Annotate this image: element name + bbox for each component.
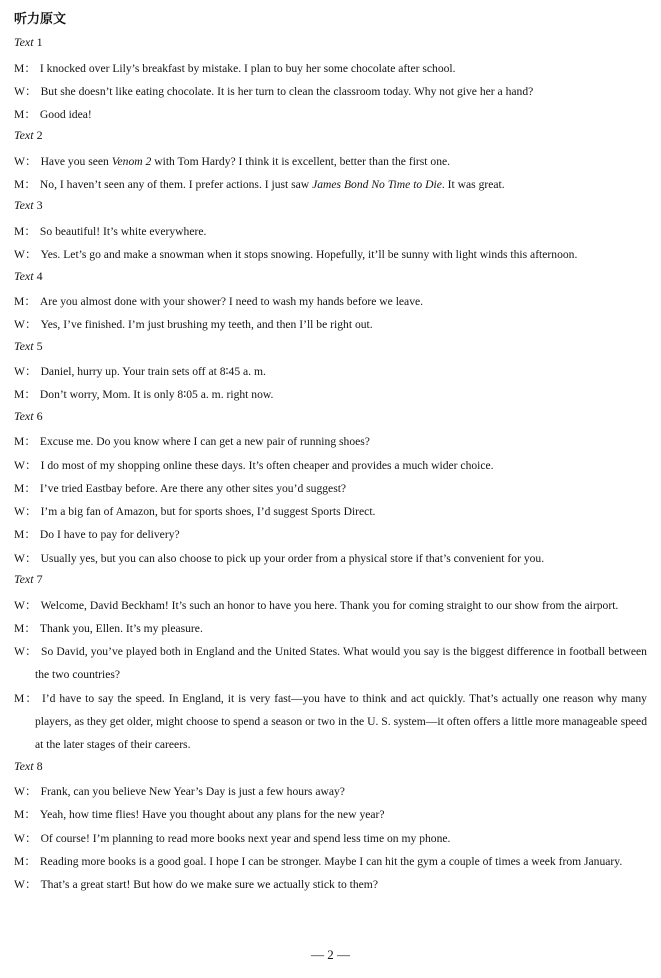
dialogue-text: But she doesn’t like eating chocolate. It is her turn to clean the classroom today. Why not give her a hand? bbox=[40, 84, 534, 98]
speaker-label: W bbox=[14, 645, 25, 659]
dialogue-text: Reading more books is a good goal. I hope I can be stronger. Maybe I can hit the gym a couple of times a week from January. bbox=[39, 855, 623, 869]
speaker-label: M bbox=[14, 388, 25, 402]
dialogue-line bbox=[14, 640, 647, 687]
speaker-label: W bbox=[14, 154, 25, 168]
speaker-label: M bbox=[14, 108, 25, 122]
dialogue-line bbox=[14, 500, 647, 523]
text-number: 3 bbox=[36, 198, 43, 213]
dialogue-line bbox=[14, 290, 647, 313]
text-heading bbox=[14, 33, 647, 52]
dialogue-line bbox=[14, 780, 647, 803]
dialogue-line bbox=[14, 430, 647, 453]
dialogue-text: No, I haven’t seen any of them. I prefer actions. I just saw bbox=[39, 178, 313, 192]
dialogue-text: Don’t worry, Mom. It is only 8∶05 a. m. right now. bbox=[39, 388, 274, 402]
dialogue-line bbox=[14, 873, 647, 896]
speaker-label: M bbox=[14, 691, 25, 705]
text-heading bbox=[14, 570, 647, 589]
text-number: 2 bbox=[36, 128, 43, 143]
dialogue-text: Do I have to pay for delivery? bbox=[39, 528, 180, 542]
dialogue-text: Excuse me. Do you know where I can get a new pair of running shoes? bbox=[39, 435, 370, 449]
speaker-separator: ： bbox=[24, 481, 36, 495]
text-heading bbox=[14, 126, 647, 145]
dialogue-line bbox=[14, 594, 647, 617]
speaker-label: W bbox=[14, 878, 25, 892]
dialogue-line bbox=[14, 80, 647, 103]
speaker-separator: ： bbox=[24, 831, 37, 845]
text-label: Text bbox=[14, 338, 34, 353]
speaker-separator: ： bbox=[24, 295, 36, 309]
dialogue-text: That’s a great start! But how do we make sure we actually stick to them? bbox=[40, 878, 378, 892]
text-heading bbox=[14, 757, 647, 776]
dialogue-text: Daniel, hurry up. Your train sets off at 8∶45 a. m. bbox=[40, 365, 266, 379]
speaker-label: W bbox=[14, 598, 25, 612]
speaker-separator: ： bbox=[24, 248, 37, 262]
speaker-label: M bbox=[14, 621, 25, 635]
speaker-label: W bbox=[14, 318, 25, 332]
speaker-separator: ： bbox=[24, 621, 36, 635]
speaker-separator: ： bbox=[24, 855, 36, 869]
speaker-separator: ： bbox=[24, 691, 38, 705]
speaker-label: M bbox=[14, 178, 25, 192]
dialogue-text: Are you almost done with your shower? I need to wash my hands before we leave. bbox=[39, 295, 424, 309]
text-number: 4 bbox=[36, 268, 43, 283]
text-label: Text bbox=[14, 128, 34, 143]
dialogue-line bbox=[14, 220, 647, 243]
speaker-separator: ： bbox=[24, 528, 36, 542]
speaker-label: W bbox=[14, 248, 25, 262]
text-number: 5 bbox=[36, 338, 43, 353]
dialogue-line bbox=[14, 313, 647, 336]
dialogue-line bbox=[14, 173, 647, 196]
speaker-label: M bbox=[14, 481, 25, 495]
dialogue-text: So David, you’ve played both in England and the United States. What would you say is the biggest difference in football between the two countries? bbox=[35, 645, 647, 682]
speaker-separator: ： bbox=[24, 108, 36, 122]
dialogue-text: Yes. Let’s go and make a snowman when it stops snowing. Hopefully, it’ll be sunny with light winds this afternoon. bbox=[40, 248, 578, 262]
dialogue-text: Of course! I’m planning to read more books next year and spend less time on my phone. bbox=[40, 831, 451, 845]
dialogue-text: Usually yes, but you can also choose to pick up your order from a physical store if that’s convenient for you. bbox=[40, 551, 545, 565]
speaker-label: W bbox=[14, 505, 25, 519]
speaker-label: M bbox=[14, 61, 25, 75]
speaker-separator: ： bbox=[24, 154, 37, 168]
dialogue-text: Yes, I’ve finished. I’m just brushing my teeth, and then I’ll be right out. bbox=[40, 318, 373, 332]
dialogue-text: Welcome, David Beckham! It’s such an honor to have you here. Thank you for coming straight to our show from the airport. bbox=[40, 598, 619, 612]
speaker-separator: ： bbox=[24, 785, 37, 799]
dialogue-line bbox=[14, 103, 647, 126]
speaker-separator: ： bbox=[24, 458, 37, 472]
dialogue-text: . It was great. bbox=[441, 178, 505, 192]
text-label: Text bbox=[14, 268, 34, 283]
speaker-separator: ： bbox=[24, 645, 37, 659]
dialogue-line bbox=[14, 850, 647, 873]
dialogue-line bbox=[14, 360, 647, 383]
speaker-label: W bbox=[14, 551, 25, 565]
dialogue-text: Frank, can you believe New Year’s Day is just a few hours away? bbox=[40, 785, 345, 799]
speaker-label: M bbox=[14, 224, 25, 238]
text-label: Text bbox=[14, 198, 34, 213]
speaker-label: W bbox=[14, 831, 25, 845]
speaker-separator: ： bbox=[24, 878, 37, 892]
dialogue-text: I’m a big fan of Amazon, but for sports shoes, I’d suggest Sports Direct. bbox=[40, 505, 376, 519]
text-label: Text bbox=[14, 572, 34, 587]
speaker-label: M bbox=[14, 808, 25, 822]
speaker-label: M bbox=[14, 295, 25, 309]
dialogue-text: I’ve tried Eastbay before. Are there any other sites you’d suggest? bbox=[39, 481, 347, 495]
text-heading bbox=[14, 407, 647, 426]
speaker-separator: ： bbox=[24, 318, 37, 332]
text-heading bbox=[14, 337, 647, 356]
speaker-label: W bbox=[14, 365, 25, 379]
speaker-label: W bbox=[14, 785, 25, 799]
page-number: — 2 — bbox=[311, 947, 350, 962]
text-heading bbox=[14, 196, 647, 215]
speaker-label: M bbox=[14, 855, 25, 869]
dialogue-text: So beautiful! It’s white everywhere. bbox=[39, 224, 207, 238]
dialogue-text: Yeah, how time flies! Have you thought about any plans for the new year? bbox=[39, 808, 385, 822]
speaker-separator: ： bbox=[24, 61, 36, 75]
dialogue-line bbox=[14, 803, 647, 826]
dialogue-text: I’d have to say the speed. In England, it is very fast—you have to think and act quickly. That’s actually one reason why many players, as they get older, might choose to spend a season or two in the U. S. system—it often offers a little more manageable speed at the later stages of their careers. bbox=[35, 691, 647, 752]
text-label: Text bbox=[14, 758, 34, 773]
dialogue-line bbox=[14, 827, 647, 850]
speaker-separator: ： bbox=[24, 388, 36, 402]
title-italic: Venom 2 bbox=[111, 154, 152, 168]
speaker-separator: ： bbox=[24, 84, 37, 98]
speaker-separator: ： bbox=[24, 365, 37, 379]
dialogue-line bbox=[14, 477, 647, 500]
dialogue-line bbox=[14, 687, 647, 757]
dialogue-line bbox=[14, 243, 647, 266]
dialogue-text: Good idea! bbox=[39, 108, 92, 122]
page-title: 听力原文 bbox=[14, 12, 67, 27]
dialogue-text: Have you seen bbox=[40, 154, 112, 168]
speaker-separator: ： bbox=[24, 178, 36, 192]
speaker-label: W bbox=[14, 84, 25, 98]
dialogue-line bbox=[14, 547, 647, 570]
speaker-separator: ： bbox=[24, 551, 37, 565]
text-label: Text bbox=[14, 408, 34, 423]
dialogue-line bbox=[14, 150, 647, 173]
title-italic: James Bond No Time to Die bbox=[312, 178, 442, 192]
dialogue-text: Thank you, Ellen. It’s my pleasure. bbox=[39, 621, 203, 635]
dialogue-line bbox=[14, 617, 647, 640]
text-number: 6 bbox=[36, 408, 43, 423]
speaker-separator: ： bbox=[24, 435, 36, 449]
text-number: 8 bbox=[36, 758, 43, 773]
document-page bbox=[14, 10, 647, 897]
dialogue-text: I knocked over Lily’s breakfast by mistake. I plan to buy her some chocolate after school. bbox=[39, 61, 456, 75]
text-label: Text bbox=[14, 35, 34, 49]
speaker-separator: ： bbox=[24, 505, 37, 519]
speaker-label: M bbox=[14, 435, 25, 449]
dialogue-text: I do most of my shopping online these days. It’s often cheaper and provides a much wider choice. bbox=[40, 458, 494, 472]
speaker-separator: ： bbox=[24, 808, 36, 822]
speaker-separator: ： bbox=[24, 598, 37, 612]
text-number: 1 bbox=[36, 35, 43, 49]
dialogue-line bbox=[14, 523, 647, 546]
dialogue-line bbox=[14, 383, 647, 406]
speaker-label: W bbox=[14, 458, 25, 472]
dialogue-line bbox=[14, 57, 647, 80]
speaker-label: M bbox=[14, 528, 25, 542]
dialogue-line bbox=[14, 454, 647, 477]
text-heading bbox=[14, 267, 647, 286]
transcript-body bbox=[14, 33, 647, 897]
dialogue-text: with Tom Hardy? I think it is excellent, better than the first one. bbox=[151, 154, 451, 168]
speaker-separator: ： bbox=[24, 224, 36, 238]
text-number: 7 bbox=[36, 572, 43, 587]
